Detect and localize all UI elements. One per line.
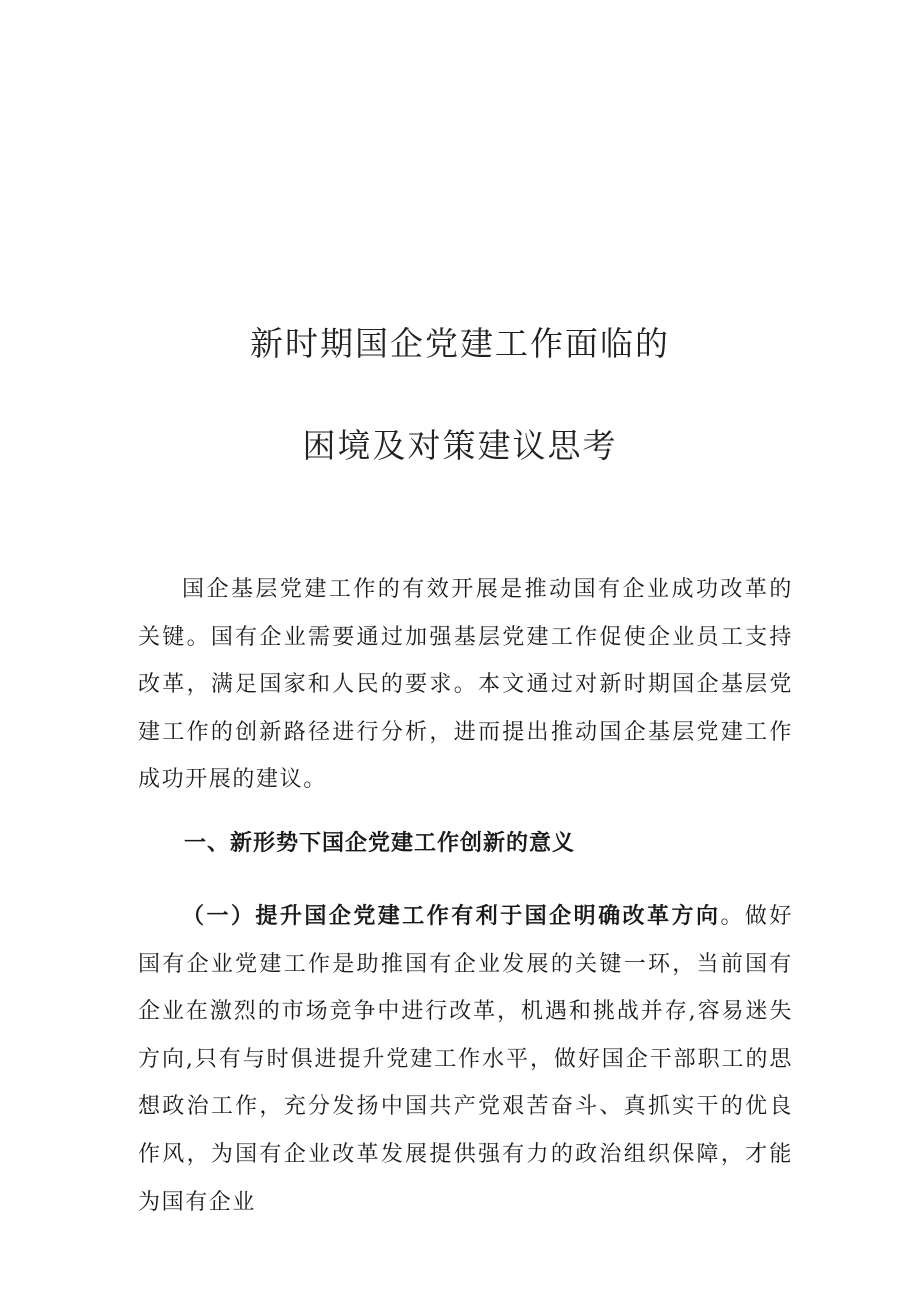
abstract-paragraph: 国企基层党建工作的有效开展是推动国有企业成功改革的关键。国有企业需要通过加强基层党建工作促使企业员工支持改革，满足国家和人民的要求。本文通过对新时期国企基层党建工作的创新路径进行分析，进而提出推动国企基层党建工作成功开展的建议。 <box>138 577 793 793</box>
document-title-line-2: 困境及对策建议思考 <box>302 426 618 465</box>
document-title-line-1: 新时期国企党建工作面临的 <box>250 324 670 363</box>
subsection-heading-1: （一）提升国企党建工作有利于国企明确改革方向 <box>182 904 721 929</box>
body-paragraph-1-text: 。做好国有企业党建工作是助推国有企业发展的关键一环，当前国有企业在激烈的市场竞争中进行改革，机遇和挑战并存,容易迷失方向,只有与时俱进提升党建工作水平，做好国企干部职工的思想政治工作，充分发扬中国共产党艰苦奋斗、真抓实干的优良作风，为国有企业改革发展提供强有力的政治组织保障，才能为国有企业 <box>138 904 793 1215</box>
body-paragraph-1 <box>138 893 793 1226</box>
section-heading-1: 一、新形势下国企党建工作创新的意义 <box>184 831 576 856</box>
